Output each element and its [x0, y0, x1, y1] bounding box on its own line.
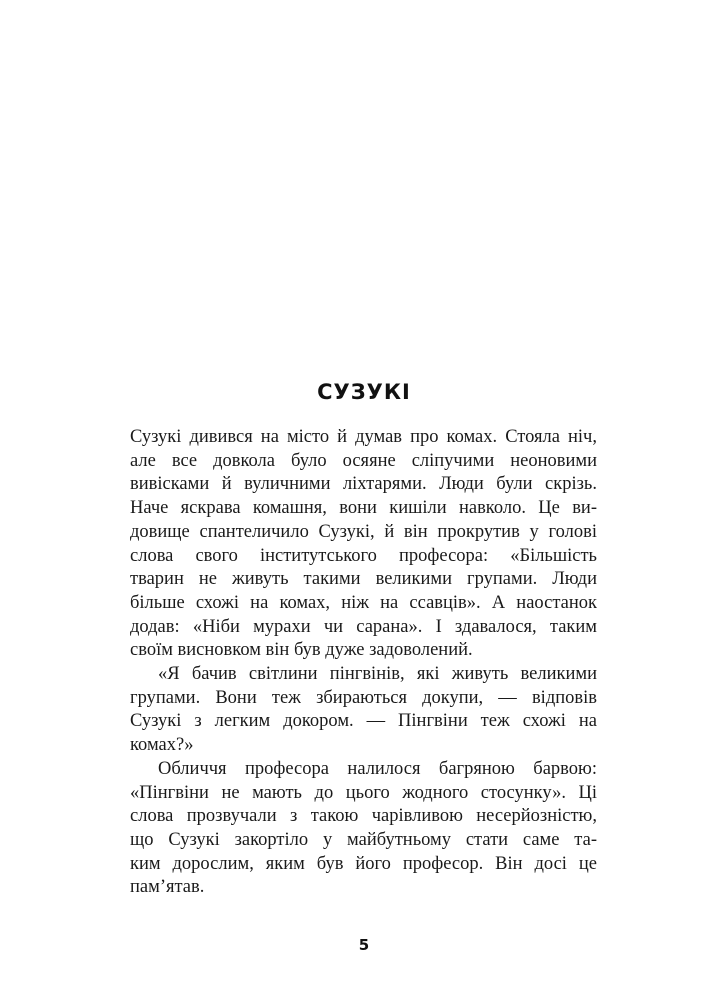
text-line: «Я бачив світлини пінгвінів, які живуть великими [158, 664, 597, 685]
text-line: тварин не живуть такими великими групами. Люди [130, 569, 597, 590]
text-line: вивісками й вуличними ліхтарями. Люди були скрізь. [130, 474, 597, 495]
text-line: слова свого інститутського професора: «Більшість [130, 545, 597, 566]
page-number: 5 [358, 936, 370, 954]
text-line: Сузукі дивився на місто й думав про комах. Стояла ніч, [130, 427, 597, 447]
text-line: «Пінгвіни не мають до цього жодного стосунку». Ці [130, 782, 597, 803]
text-line: своїм висновком він був дуже задоволений. [130, 640, 473, 661]
text-line: але все довкола було осяяне сліпучими неоновими [130, 450, 597, 471]
text-line: що Сузукі закортіло у майбутньому стати саме та- [130, 829, 597, 850]
text-line: ким дорослим, яким був його професор. Він досі це [130, 853, 597, 874]
text-line: довище спантеличило Сузукі, й він прокрутив у голові [130, 521, 597, 542]
text-line: Сузукі з легким докором. — Пінгвіни теж схожі на [130, 711, 597, 732]
text-line: комах?» [130, 735, 194, 756]
text-line: більше схожі на комах, ніж на ссавців». А наостанок [130, 592, 597, 613]
text-line: Обличчя професора налилося багряною барвою: [158, 758, 597, 779]
text-line: пам’ятав. [130, 877, 205, 898]
chapter-body [130, 426, 597, 900]
chapter-title: СУЗУКІ [317, 380, 411, 404]
text-line: слова прозвучали з такою чарівливою несерйозністю, [130, 806, 597, 827]
text-line: додав: «Ніби мурахи чи сарана». І здавалося, таким [130, 616, 597, 637]
text-line: Наче яскрава комашня, вони кишіли навколо. Це ви- [130, 498, 597, 519]
text-line: групами. Вони теж збираються докупи, — відповів [130, 687, 597, 708]
